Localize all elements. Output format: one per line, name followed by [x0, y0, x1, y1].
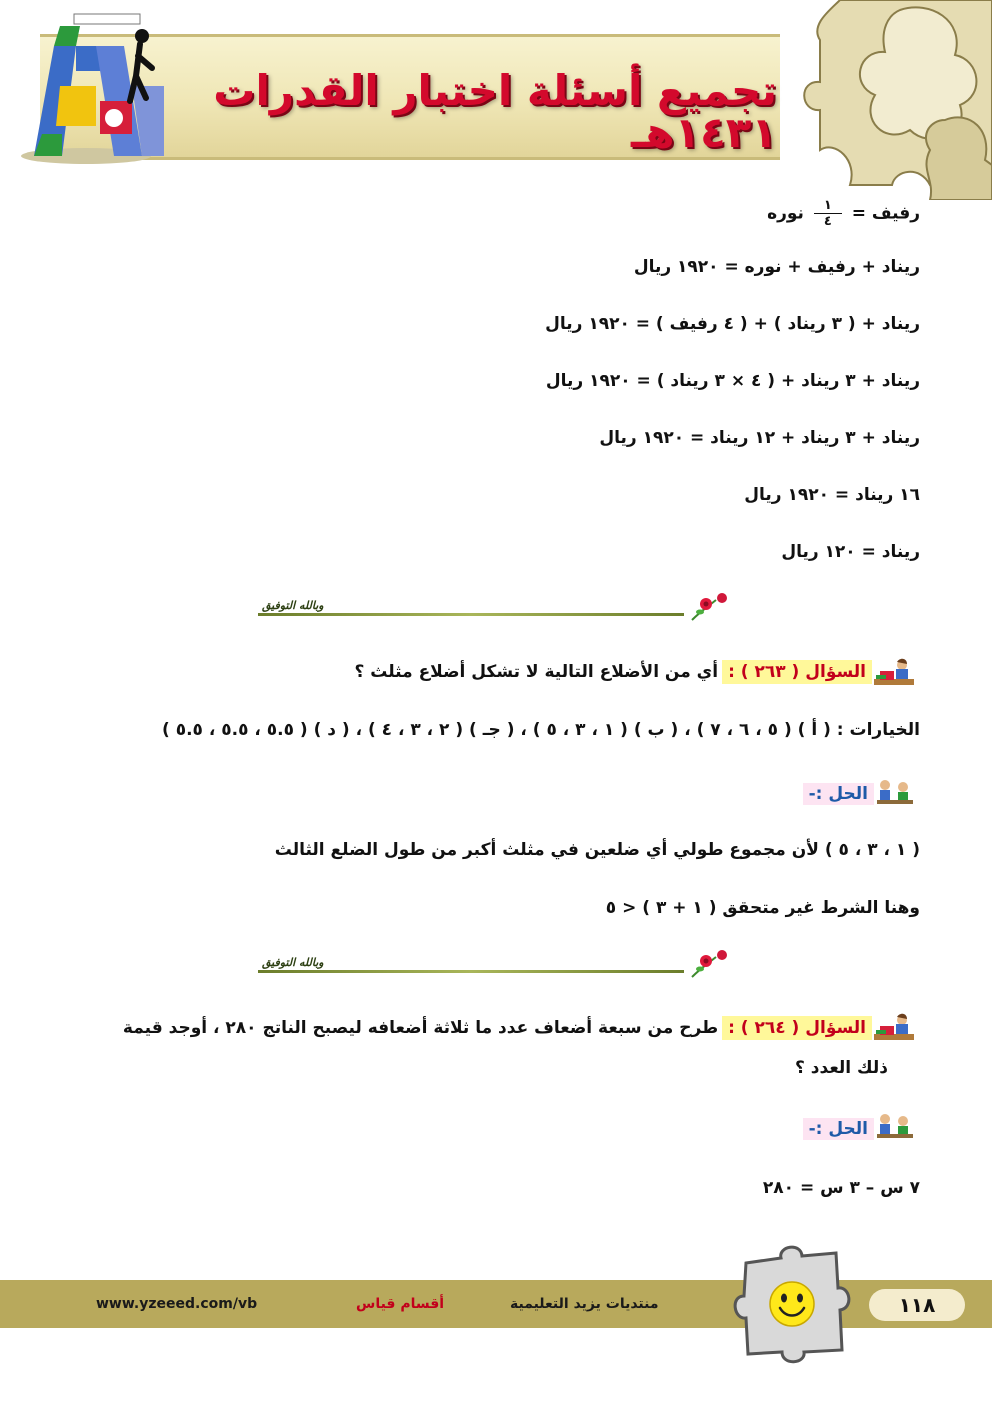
fraction-denominator: ٤ — [823, 214, 832, 229]
solution-line: ريناد + ٣ ريناد + ١٢ ريناد = ١٩٢٠ ريال — [599, 428, 920, 448]
divider-caption: وبالله التوفيق — [262, 599, 324, 612]
student-reading-icon — [872, 1012, 916, 1044]
solution-line-fraction — [767, 199, 920, 228]
divider-rule — [258, 613, 684, 616]
footer-forum-name: منتديات يزيد التعليمية — [510, 1296, 659, 1312]
solution-line-fraction-pre: رفيف = — [845, 203, 920, 224]
fraction — [814, 199, 842, 228]
solution-line-fraction-post: نوره — [767, 203, 810, 224]
solution-line: ريناد = ١٢٠ ريال — [781, 542, 920, 562]
solution-line: ريناد + رفيف + نوره = ١٩٢٠ ريال — [633, 257, 920, 277]
puzzle-pieces-decoration — [780, 0, 992, 200]
fraction-numerator: ١ — [814, 199, 842, 214]
solution-line: ريناد + ٣ ريناد + ( ٤ × ٣ ريناد ) = ١٩٢٠ ريال — [545, 371, 920, 391]
footer-website-link[interactable]: www.yzeeed.com/vb — [96, 1296, 258, 1312]
page-number: ١١٨ — [869, 1289, 965, 1321]
rose-icon — [686, 590, 734, 624]
question-263-label: السؤال ( ٢٦٣ ) : — [722, 660, 872, 684]
solution-264-line-1: ٧ س – ٣ س = ٢٨٠ — [762, 1178, 920, 1198]
smiley-puzzle-icon — [726, 1238, 856, 1368]
question-264-text-line-2: ذلك العدد ؟ — [795, 1058, 888, 1078]
divider-caption: وبالله التوفيق — [262, 956, 324, 969]
question-264 — [123, 1018, 872, 1038]
students-studying-icon — [875, 1110, 915, 1140]
solution-263-label: الحل :- — [803, 783, 874, 805]
page-title: تجميع أسئلة اختبار القدرات ١٤٣١هـ — [213, 66, 777, 157]
question-263 — [354, 662, 872, 682]
footer-section-name: أقسام قياس — [356, 1296, 445, 1312]
section-divider — [258, 596, 708, 626]
section-divider — [258, 953, 708, 983]
student-reading-icon — [872, 657, 916, 689]
question-264-label: السؤال ( ٢٦٤ ) : — [722, 1016, 872, 1040]
students-studying-icon — [875, 776, 915, 806]
solution-263-line-2: وهنا الشرط غير متحقق ( ١ + ٣ ) < ٥ — [605, 898, 920, 918]
divider-rule — [258, 970, 684, 973]
solution-263-line-1: ( ١ ، ٣ ، ٥ ) لأن مجموع طولي أي ضلعين في مثلث أكبر من طول الضلع الثالث — [274, 840, 920, 860]
question-263-text: أي من الأضلاع التالية لا تشكل أضلاع مثلث ؟ — [354, 662, 719, 682]
solution-line: ١٦ ريناد = ١٩٢٠ ريال — [744, 485, 920, 505]
solution-264-label: الحل :- — [803, 1118, 874, 1140]
question-263-choices: الخيارات : ( أ ) ( ٥ ، ٦ ، ٧ ) ، ( ب ) ( ١ ، ٣ ، ٥ ) ، ( جـ ) ( ٢ ، ٣ ، ٤ ) ، ( د ) ( ٥.٥ ، ٥.٥ ، ٥.٥ ) — [162, 720, 920, 740]
question-264-text-line-1: طرح من سبعة أضعاف عدد ما ثلاثة أضعافه ليصبح الناتج ٢٨٠ ، أوجد قيمة — [122, 1018, 719, 1038]
rose-icon — [686, 947, 734, 981]
solution-line: ريناد + ( ٣ ريناد ) + ( ٤ رفيف ) = ١٩٢٠ ريال — [545, 314, 920, 334]
